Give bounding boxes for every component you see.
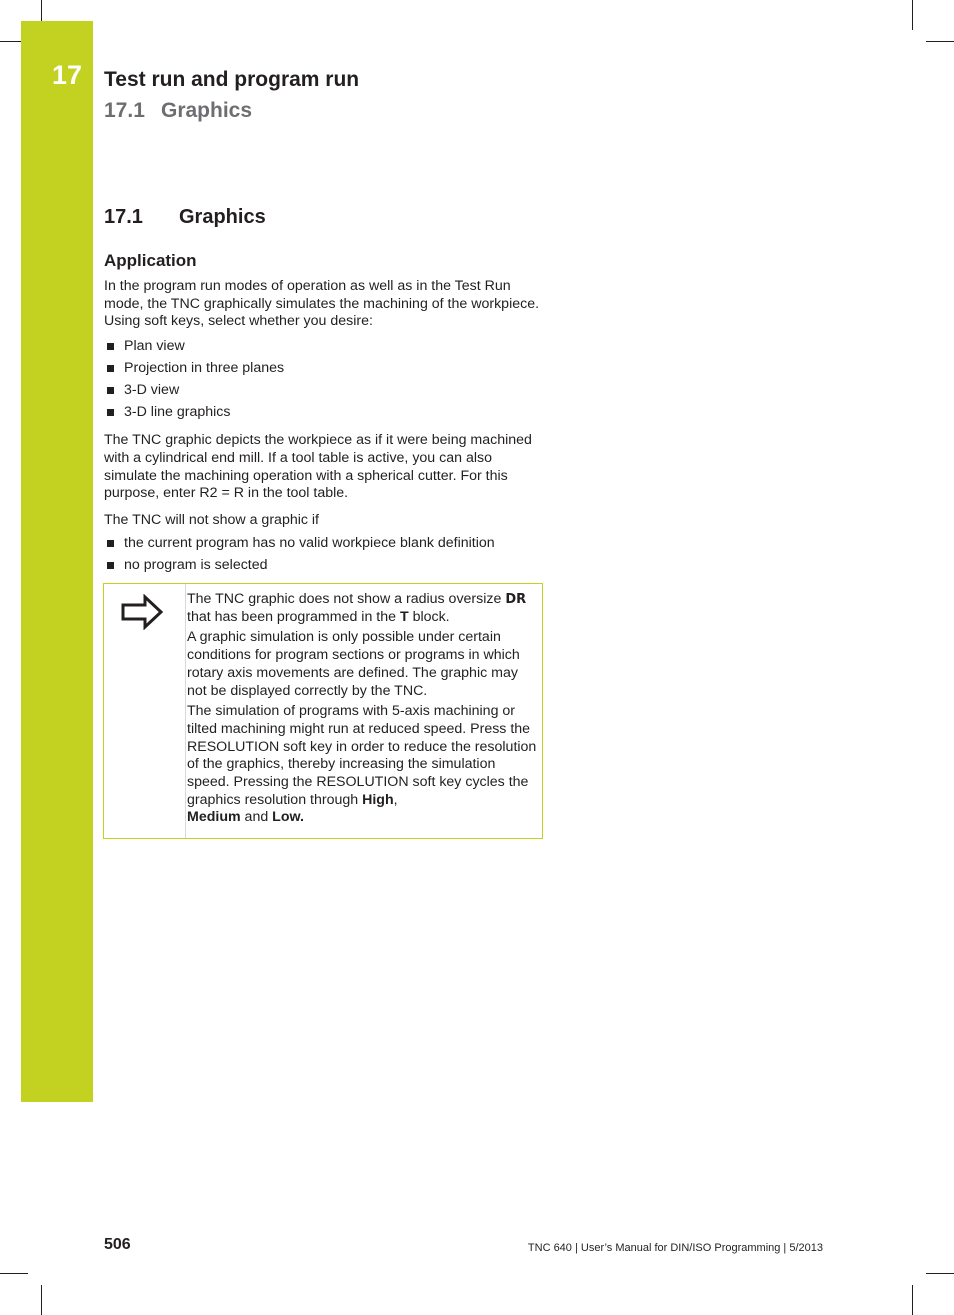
bullet-icon [107, 540, 114, 547]
list-item: 3-D view [104, 379, 544, 401]
intro-paragraph: In the program run modes of operation as well as in the Test Run mode, the TNC graphically simulates the machining of the workpiece. Using soft keys, select whether you desire: [104, 278, 540, 330]
chapter-sidebar [21, 21, 93, 1102]
chapter-title: Test run and program run [104, 68, 360, 91]
bullet-icon [107, 562, 114, 569]
dr-keyword: DR [505, 592, 527, 607]
bullet-icon [107, 409, 114, 416]
note-content [187, 591, 537, 830]
crop-mark [0, 1273, 28, 1274]
list-item: Plan view [104, 335, 544, 357]
section-title: Graphics [179, 206, 266, 228]
note-paragraph-3: The simulation of programs with 5-axis machining or tilted machining might run at reduced speed. Press the RESOLUTION soft key in order to reduce the resolution of the graphics, thereby increasing the simulation speed. Pressing the RESOLUTION soft key cycles the graphics resolution through High, Medium and Low. [187, 703, 537, 826]
crop-mark [912, 1285, 913, 1315]
crop-mark [926, 1273, 954, 1274]
note-paragraph-1: The TNC graphic does not show a radius oversize DR that has been programmed in the T block. [187, 591, 527, 625]
crop-mark [41, 1285, 42, 1315]
crop-mark [41, 0, 42, 21]
section-number: 17.1 [104, 206, 143, 228]
running-section-number: 17.1 [104, 99, 145, 122]
crop-mark [926, 41, 954, 42]
footer-text: TNC 640 | User’s Manual for DIN/ISO Programming | 5/2013 [527, 1242, 823, 1254]
arrow-right-icon [121, 594, 165, 630]
list-item: Projection in three planes [104, 357, 544, 379]
chapter-number: 17 [52, 60, 83, 90]
bullet-icon [107, 365, 114, 372]
no-graphic-list [104, 532, 544, 576]
depiction-paragraph: The TNC graphic depicts the workpiece as if it were being machined with a cylindrical end mill. If a tool table is active, you can also simulate the machining operation with a spherical cutter. For this purpose, enter R2 = R in the tool table. [104, 432, 532, 502]
application-heading: Application [104, 251, 197, 270]
section-heading [104, 206, 266, 229]
note-paragraph-2: A graphic simulation is only possible under certain conditions for program sections or programs in which rotary axis movements are defined. The graphic may not be displayed correctly by the TNC. [187, 629, 520, 699]
list-item: the current program has no valid workpiece blank definition [104, 532, 544, 554]
t-keyword: T [399, 608, 409, 625]
bullet-icon [107, 387, 114, 394]
views-list [104, 335, 544, 423]
crop-mark [0, 41, 21, 42]
bullet-icon [107, 343, 114, 350]
list-item: 3-D line graphics [104, 401, 544, 423]
crop-mark [912, 0, 913, 30]
no-graphic-intro: The TNC will not show a graphic if [104, 511, 320, 528]
note-divider [185, 584, 186, 838]
application-body [104, 278, 544, 576]
running-section-title: Graphics [161, 99, 253, 122]
running-section-header [104, 99, 252, 123]
page-number: 506 [104, 1236, 131, 1253]
note-box [103, 583, 543, 839]
list-item: no program is selected [104, 554, 544, 576]
